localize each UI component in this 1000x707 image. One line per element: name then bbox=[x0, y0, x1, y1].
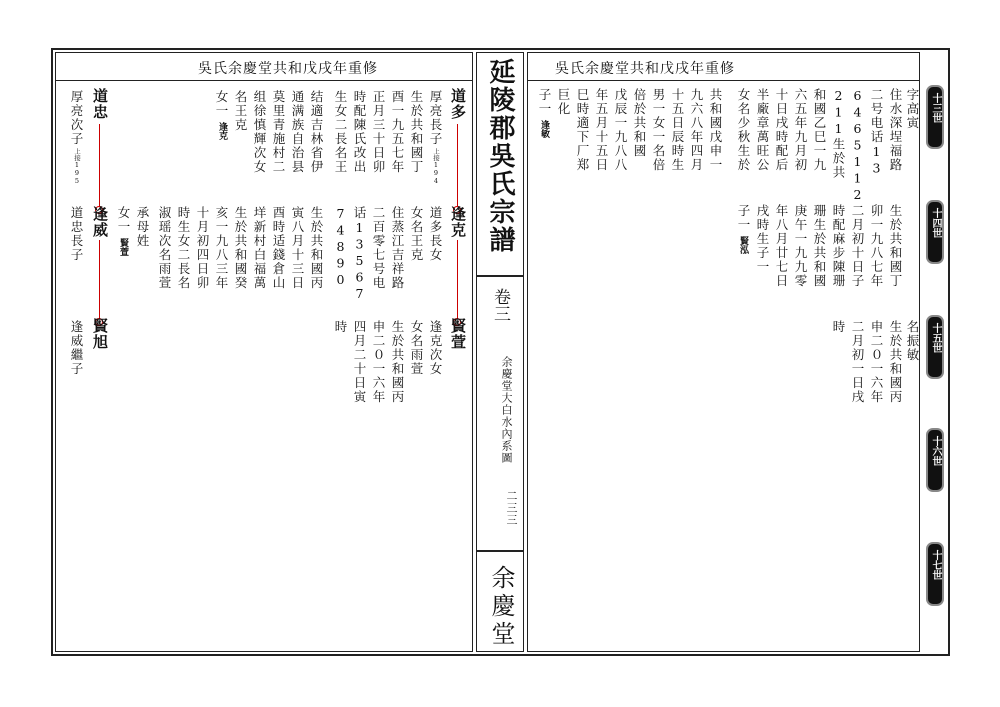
lineage-line bbox=[457, 240, 458, 322]
right-mid-col: 庚午一九九零 bbox=[793, 204, 808, 288]
left-mid-col: 時生女二長名 bbox=[176, 206, 191, 290]
left-mid-col: 女名王克 bbox=[409, 206, 424, 262]
left-upper-col: 生女二長名王 bbox=[333, 90, 348, 174]
person-name-daozhong: 道忠 bbox=[91, 88, 109, 120]
right-mid-col: 年八月廿七日 bbox=[774, 204, 789, 288]
right-upper-col: 巳時適下厂郑 bbox=[575, 88, 590, 172]
right-upper-col: 男一女一名倍 bbox=[651, 88, 666, 172]
left-mid-col: 垟新村白福萬 bbox=[252, 206, 267, 290]
lineage-line bbox=[99, 240, 100, 322]
right-mid-col: 二月初十日子 bbox=[850, 204, 865, 288]
person-name-xianxuan-inline: 賢萱 bbox=[118, 238, 128, 256]
spine-volume: 卷三 bbox=[490, 288, 510, 322]
right-upper-col: 住水深埕福路 bbox=[888, 88, 903, 172]
lineage-line bbox=[99, 124, 100, 210]
right-upper-col: 女名少秋生於 bbox=[736, 88, 751, 172]
right-upper-col: 字高寅 bbox=[905, 88, 920, 130]
left-low-col: 逢克次女 bbox=[428, 320, 443, 376]
left-far-col: 逢威繼子 bbox=[69, 320, 84, 376]
right-mid-col: 子一 bbox=[736, 204, 751, 232]
person-name-fengmin: 逢敏 bbox=[539, 120, 549, 138]
left-low-col: 女名雨萱 bbox=[409, 320, 424, 376]
lineage-line bbox=[457, 124, 458, 210]
right-upper-col: 巨化 bbox=[556, 88, 571, 116]
left-upper-col: 组徐慎輝次女 bbox=[252, 90, 267, 174]
left-upper-col: 厚亮長子 bbox=[428, 90, 443, 146]
left-mid-col: 寅八月十三日 bbox=[290, 206, 305, 290]
left-mid-col: 话13567 bbox=[352, 206, 367, 303]
left-mid-col: 二百零七号电 bbox=[371, 206, 386, 290]
left-mid-col: 淑瑶次名雨萱 bbox=[157, 206, 172, 290]
continuation-note: 上接195 bbox=[73, 148, 81, 185]
left-upper-col: 结適吉林省伊 bbox=[309, 90, 324, 174]
right-mid-col: 生於共和國丁 bbox=[888, 204, 903, 288]
person-name-fengke-inline: 逢克 bbox=[217, 122, 227, 140]
right-low-col: 申二０一六年 bbox=[869, 320, 884, 404]
left-header-title: 吳氏余慶堂共和戊戌年重修 bbox=[198, 61, 378, 77]
spine-page-number: 二三三 bbox=[505, 490, 518, 526]
left-upper-col: 正月三十日卯 bbox=[371, 90, 386, 174]
left-mid-col: 生於共和國丙 bbox=[309, 206, 324, 290]
left-far-col: 道忠長子 bbox=[69, 206, 84, 262]
right-mid-col: 珊生於共和國 bbox=[812, 204, 827, 288]
left-mid-col: 住蒸江吉祥路 bbox=[390, 206, 405, 290]
right-upper-col: 共和國戊申一 bbox=[708, 88, 723, 172]
right-low-col: 名振敏 bbox=[905, 320, 920, 362]
spine-brand: 余慶堂 bbox=[487, 565, 515, 649]
person-name-fengwei: 逢威 bbox=[91, 206, 109, 238]
person-name-xianhong: 賢泓 bbox=[738, 236, 748, 254]
right-upper-col: 倍於共和國 bbox=[632, 88, 647, 158]
tab-gen-14[interactable]: 十四世 bbox=[926, 200, 944, 264]
left-low-col: 時 bbox=[333, 320, 348, 334]
person-name-xianxuan: 賢萱 bbox=[449, 318, 467, 350]
left-upper-col: 時配陳氏改出 bbox=[352, 90, 367, 174]
tab-gen-16[interactable]: 十六世 bbox=[926, 428, 944, 492]
left-mid-col: 女一 bbox=[116, 206, 131, 234]
left-low-col: 生於共和國丙 bbox=[390, 320, 405, 404]
right-low-col: 時 bbox=[831, 320, 846, 334]
left-low-col: 四月二十日寅 bbox=[352, 320, 367, 404]
tab-gen-13[interactable]: 十三世 bbox=[926, 85, 944, 149]
tab-gen-17[interactable]: 十七世 bbox=[926, 542, 944, 606]
left-upper-col: 名王克 bbox=[233, 90, 248, 132]
person-name-daoduo: 道多 bbox=[449, 88, 467, 120]
spine-divider-2 bbox=[476, 550, 524, 552]
left-upper-col: 女一 bbox=[214, 90, 229, 118]
person-name-xianxu: 賢旭 bbox=[91, 318, 109, 350]
right-mid-col: 戌時生子一 bbox=[755, 204, 770, 274]
left-upper-col: 生於共和國丁 bbox=[409, 90, 424, 174]
right-upper-col: 十日戌時配后 bbox=[774, 88, 789, 172]
right-mid-col: 時配麻步陳珊 bbox=[831, 204, 846, 288]
right-upper-col: 211生於共 bbox=[831, 88, 846, 180]
right-low-col: 二月初一日戌 bbox=[850, 320, 865, 404]
left-upper-col: 通满族自治县 bbox=[290, 90, 305, 174]
right-upper-col: 6465112 bbox=[850, 88, 865, 204]
right-upper-col: 十五日辰時生 bbox=[670, 88, 685, 172]
right-upper-col: 九六八年四月 bbox=[689, 88, 704, 172]
spine-title: 延陵郡吳氏宗譜 bbox=[485, 58, 515, 254]
continuation-note: 上接194 bbox=[432, 148, 440, 185]
left-upper-col: 莫里青施村二 bbox=[271, 90, 286, 174]
left-far-col: 厚亮次子 bbox=[69, 90, 84, 146]
right-upper-col: 子一 bbox=[537, 88, 552, 116]
left-mid-col: 承母姓 bbox=[135, 206, 150, 248]
right-upper-col: 戊辰一九八八 bbox=[613, 88, 628, 172]
left-header-rule bbox=[56, 80, 472, 81]
right-upper-col: 六五年九月初 bbox=[793, 88, 808, 172]
spine-divider-1 bbox=[476, 275, 524, 277]
right-header-rule bbox=[528, 80, 919, 81]
left-mid-col: 74890 bbox=[333, 206, 348, 289]
left-mid-col: 十月初四日卯 bbox=[195, 206, 210, 290]
left-mid-col: 生於共和國癸 bbox=[233, 206, 248, 290]
left-low-col: 申二０一六年 bbox=[371, 320, 386, 404]
right-header-title: 吳氏余慶堂共和戊戌年重修 bbox=[555, 61, 735, 77]
left-mid-col: 亥一九八三年 bbox=[214, 206, 229, 290]
tab-gen-15[interactable]: 十五世 bbox=[926, 315, 944, 379]
right-upper-col: 年五月十五日 bbox=[594, 88, 609, 172]
right-low-col: 生於共和國丙 bbox=[888, 320, 903, 404]
left-mid-col: 道多長女 bbox=[428, 206, 443, 262]
spine-subtitle: 余慶堂大白水內系圖 bbox=[500, 356, 513, 464]
left-mid-col: 酉時适錢倉山 bbox=[271, 206, 286, 290]
right-mid-col: 卯一九八七年 bbox=[869, 204, 884, 288]
right-upper-col: 二号电话13 bbox=[869, 88, 884, 177]
person-name-fengke: 逢克 bbox=[449, 206, 467, 238]
left-upper-col: 酉一九五七年 bbox=[390, 90, 405, 174]
right-upper-col: 半廠章萬旺公 bbox=[755, 88, 770, 172]
right-upper-col: 和國乙巳一九 bbox=[812, 88, 827, 172]
